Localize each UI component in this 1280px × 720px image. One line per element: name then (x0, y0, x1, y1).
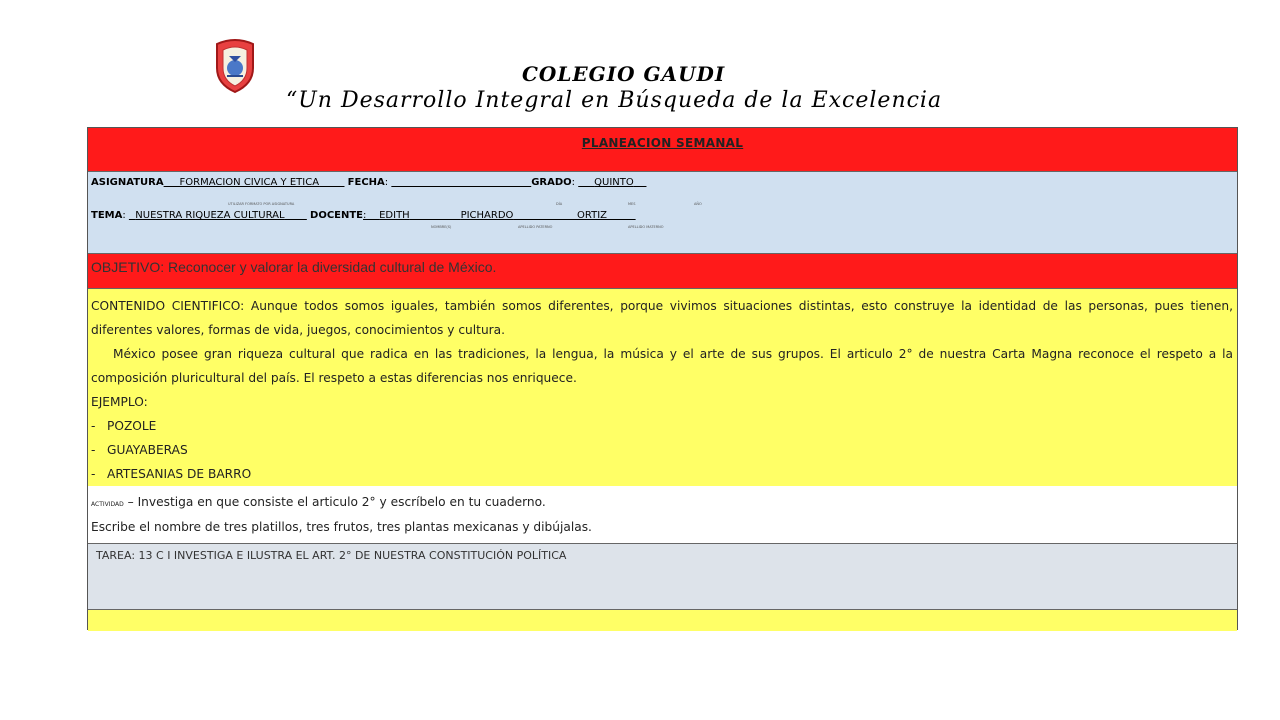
objective-text: OBJETIVO: Reconocer y valorar la diversidad cultural de México. (91, 259, 497, 275)
activity-label: ACTIVIDAD (91, 501, 124, 508)
fecha-label: FECHA (347, 177, 385, 188)
maternal-hint: APELLIDO MATERNO (628, 225, 664, 229)
activity-row (88, 486, 1237, 544)
content-paragraph-2: México posee gran riqueza cultural que radica en las tradiciones, la lengua, la música y el arte de sus grupos. El articulo 2° de nuestra Carta Magna reconoce el respeto a la composición pluricultural del país. El respeto a estas diferencias nos enriquece. (91, 347, 1233, 385)
paternal-hint: APELLIDO PATERNO (518, 225, 553, 229)
grado-value[interactable]: QUINTO (594, 177, 634, 188)
asignatura-label: ASIGNATURA (91, 177, 164, 188)
title-row (88, 128, 1237, 172)
list-item: - GUAYABERAS (91, 443, 188, 457)
sheet-title: PLANEACION SEMANAL (581, 136, 744, 150)
year-hint: AÑO (694, 202, 702, 206)
topic-line: TEMA: NUESTRA RIQUEZA CULTURAL DOCENTE: EDITH PICHARDO ORTIZ (91, 210, 636, 221)
homework-text: TAREA: 13 C I INVESTIGA E ILUSTRA EL ART. 2° DE NUESTRA CONSTITUCIÓN POLÍTICA (96, 549, 567, 562)
docente-label: DOCENTE (310, 210, 364, 221)
list-item: - POZOLE (91, 419, 157, 433)
day-hint: DÍA (556, 202, 563, 206)
footer-row (88, 610, 1237, 631)
list-item: - ARTESANIAS DE BARRO (91, 467, 252, 481)
tema-label: TEMA (91, 210, 123, 221)
docente-value[interactable]: : EDITH PICHARDO ORTIZ (363, 210, 607, 221)
example-label: EJEMPLO: (91, 395, 148, 409)
month-hint: MES (628, 202, 636, 206)
weekly-plan-sheet (87, 127, 1238, 630)
activity-line-2: Escribe el nombre de tres platillos, tres frutos, tres plantas mexicanas y dibújalas. (91, 520, 592, 534)
content-block (91, 294, 1233, 486)
content-paragraph-1: CONTENIDO CIENTIFICO: Aunque todos somos iguales, también somos diferentes, porque vivimos situaciones distintas, esto construye la identidad de las personas, pues tienen, diferentes valores, formas de vida, juegos, conocimientos y cultura. (91, 299, 1233, 337)
fecha-value[interactable] (391, 177, 531, 188)
grado-label: GRADO (531, 177, 572, 188)
school-motto: “Un Desarrollo Integral en Búsqueda de la Excelencia (286, 88, 943, 113)
asignatura-value[interactable]: FORMACION CIVICA Y ETICA (179, 177, 320, 188)
name-hint: NOMBRE(S) (431, 225, 452, 229)
subject-line: ASIGNATURA FORMACION CIVICA Y ETICA FECHA: GRADO: QUINTO (91, 177, 646, 188)
tema-value[interactable]: NUESTRA RIQUEZA CULTURAL (135, 210, 285, 221)
subject-hint: UTILIZAR FORMATO POR ASIGNATURA (228, 202, 295, 206)
school-name: COLEGIO GAUDI (522, 62, 726, 86)
info-row (88, 172, 1237, 254)
activity-block (91, 491, 592, 538)
activity-line-1: – Investiga en que consiste el articulo 2° y escríbelo en tu cuaderno. (127, 495, 546, 509)
objective-row (88, 254, 1237, 289)
homework-row (88, 544, 1237, 610)
school-crest-logo (213, 38, 257, 94)
